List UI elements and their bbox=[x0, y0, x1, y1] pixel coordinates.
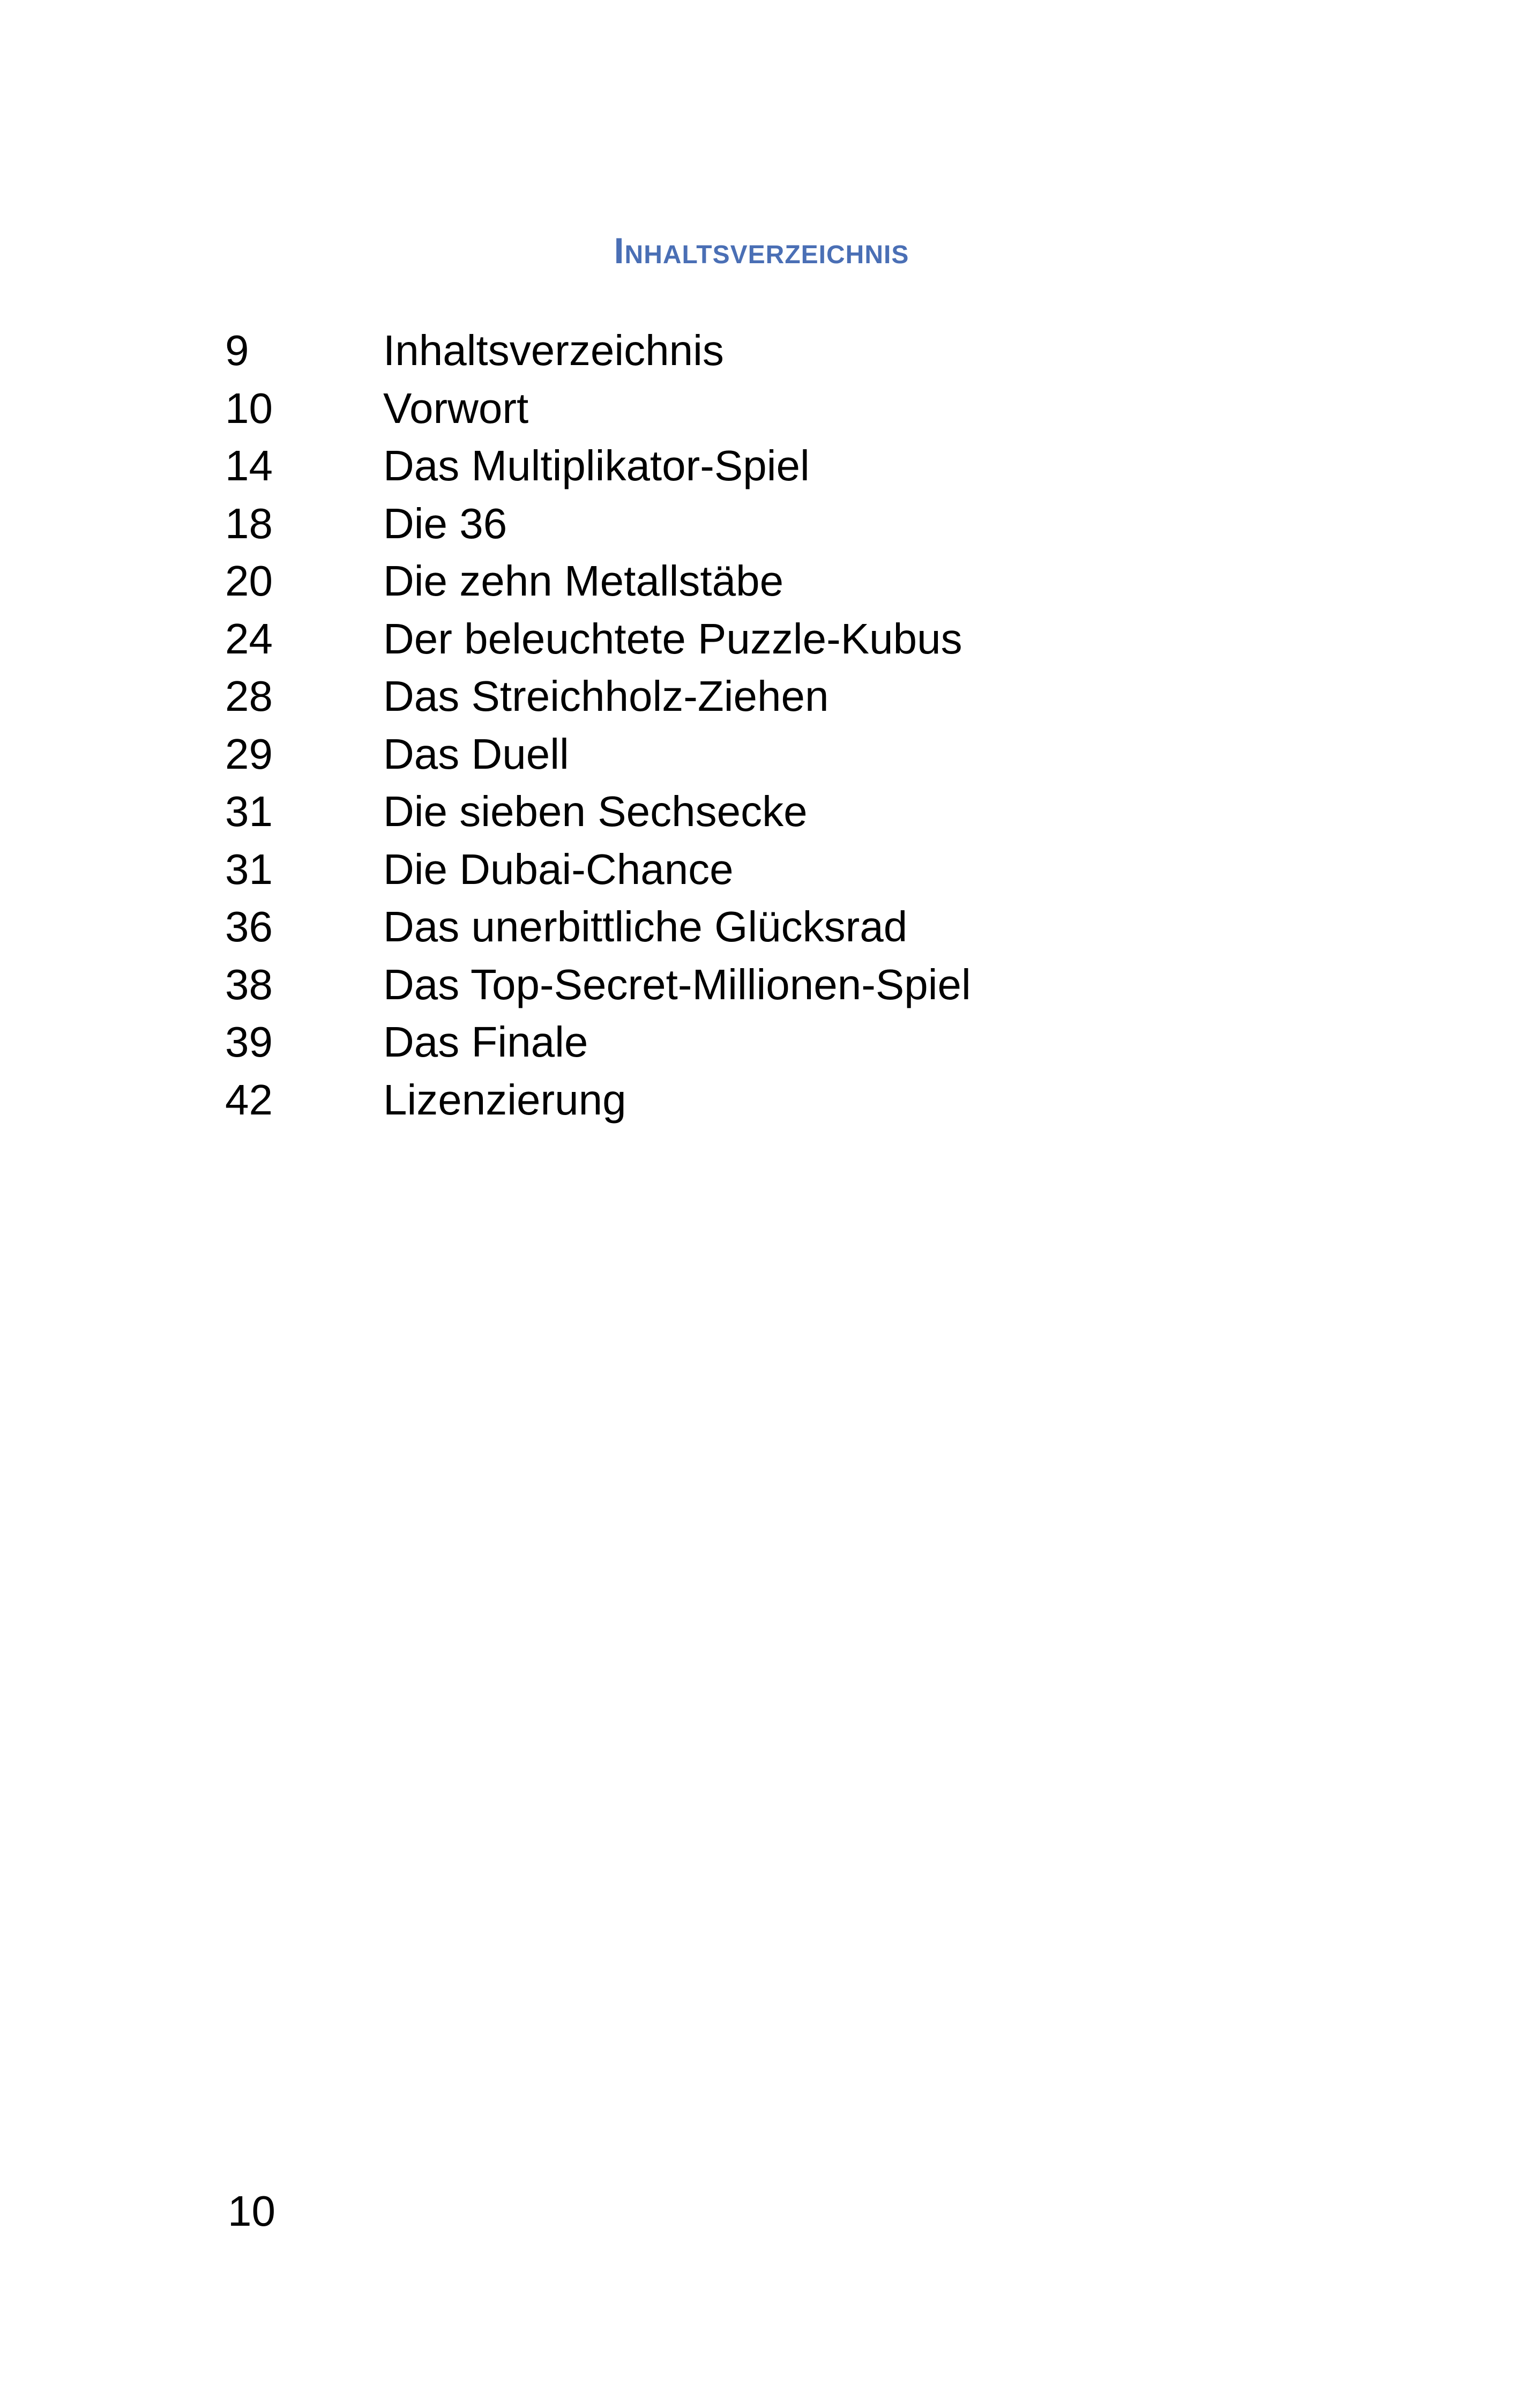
toc-entry-title: Das Duell bbox=[383, 730, 569, 778]
toc-entry-title: Inhaltsverzeichnis bbox=[383, 326, 724, 374]
toc-entry bbox=[225, 725, 1404, 783]
toc-entry-title: Vorwort bbox=[383, 384, 529, 432]
toc-entry-title: Die sieben Sechsecke bbox=[383, 787, 808, 835]
toc-entry-title: Das Top-Secret-Millionen-Spiel bbox=[383, 960, 971, 1008]
toc-entry-page: 9 bbox=[225, 326, 249, 374]
toc-entry bbox=[225, 1071, 1404, 1129]
toc-entry bbox=[225, 898, 1404, 956]
toc-entry-page: 38 bbox=[225, 960, 273, 1008]
page-number: 10 bbox=[228, 2187, 275, 2235]
toc-entry bbox=[225, 841, 1404, 898]
toc-entry bbox=[225, 380, 1404, 437]
toc-entry bbox=[225, 552, 1404, 610]
toc-entry-page: 42 bbox=[225, 1075, 273, 1124]
toc-entry-title: Das Finale bbox=[383, 1018, 588, 1066]
toc-entry bbox=[225, 610, 1404, 668]
toc-entry-page: 20 bbox=[225, 557, 273, 605]
toc-entry-page: 28 bbox=[225, 672, 273, 720]
toc-entry-page: 18 bbox=[225, 499, 273, 547]
toc-entry-title: Das unerbittliche Glücksrad bbox=[383, 903, 908, 950]
toc-entry-title: Das Streichholz-Ziehen bbox=[383, 672, 829, 720]
toc-entry-title: Die 36 bbox=[383, 499, 507, 547]
toc-entry-page: 36 bbox=[225, 903, 273, 950]
toc-entry-title: Die zehn Metallstäbe bbox=[383, 557, 784, 605]
toc-entry-title: Das Multiplikator-Spiel bbox=[383, 442, 810, 489]
toc-entry-page: 31 bbox=[225, 787, 273, 835]
toc-entry-page: 31 bbox=[225, 845, 273, 893]
toc-entry-title: Der beleuchtete Puzzle-Kubus bbox=[383, 614, 962, 663]
toc-entry bbox=[225, 956, 1404, 1014]
toc-entry bbox=[225, 437, 1404, 495]
toc-entry bbox=[225, 667, 1404, 725]
toc-entry bbox=[225, 322, 1404, 380]
toc-entry-page: 29 bbox=[225, 730, 273, 778]
toc-entry bbox=[225, 1013, 1404, 1071]
toc-entry-page: 39 bbox=[225, 1018, 273, 1066]
toc-heading: Inhaltsverzeichnis bbox=[614, 231, 909, 271]
toc-entry-page: 24 bbox=[225, 614, 273, 663]
toc-entry-title: Die Dubai-Chance bbox=[383, 845, 734, 893]
toc-entry-title: Lizenzierung bbox=[383, 1075, 626, 1124]
toc-entry-page: 14 bbox=[225, 442, 273, 489]
toc-entry bbox=[225, 495, 1404, 553]
toc-list bbox=[225, 322, 1404, 1128]
toc-entry-page: 10 bbox=[225, 384, 273, 432]
toc-entry bbox=[225, 783, 1404, 841]
